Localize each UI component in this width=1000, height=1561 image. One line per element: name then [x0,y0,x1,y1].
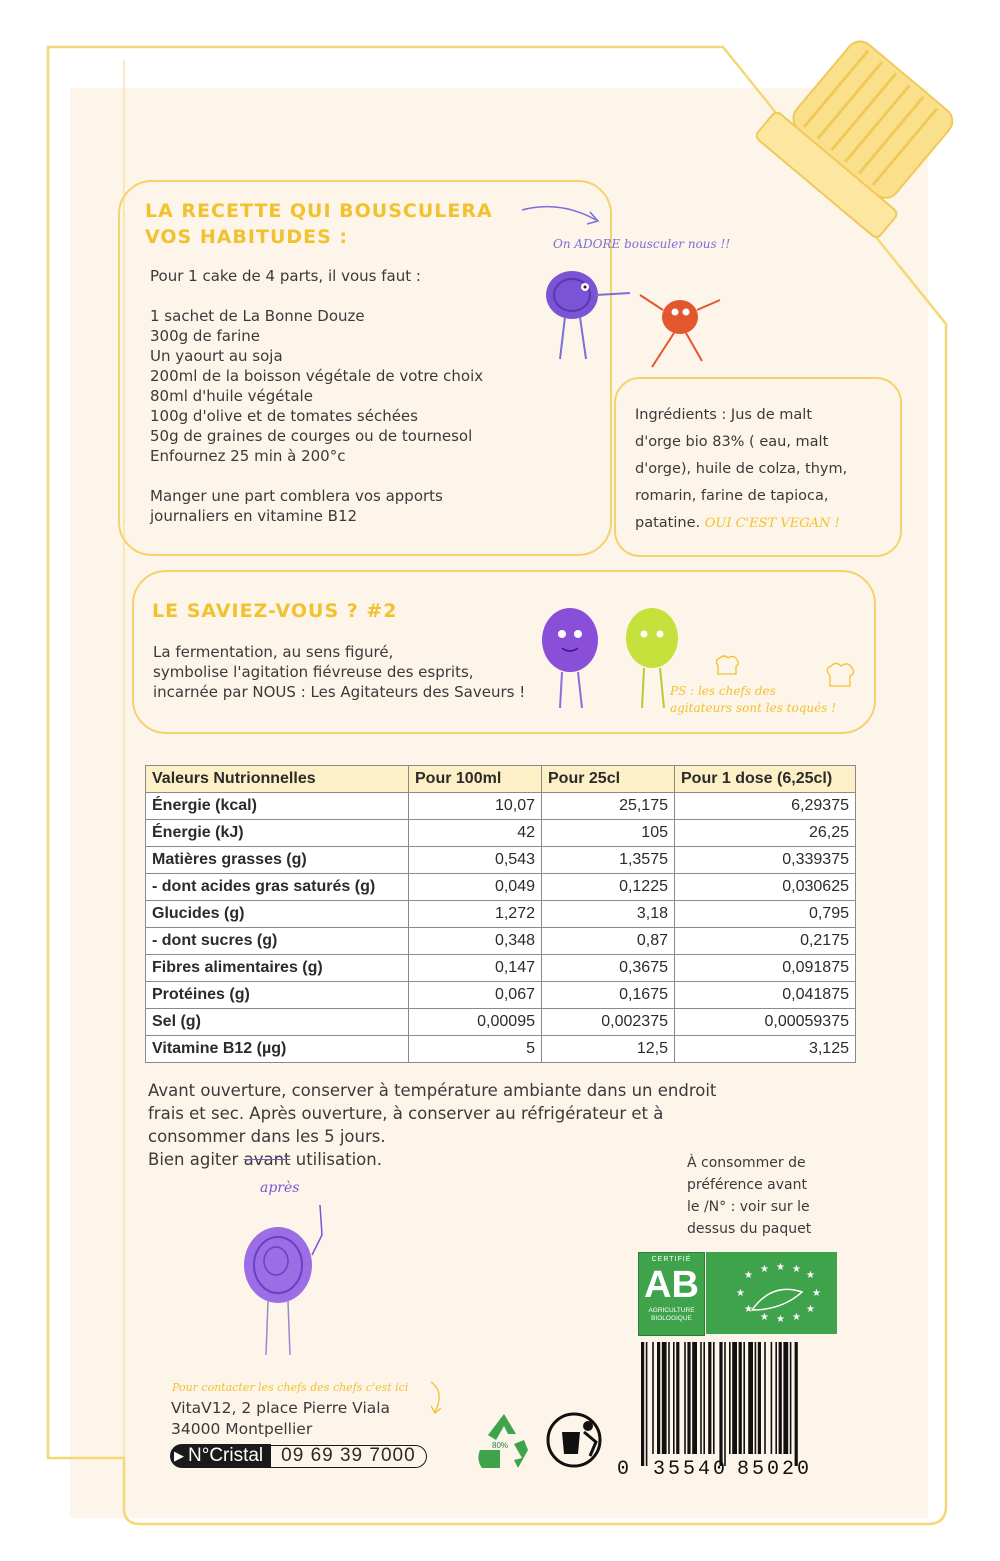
curved-arrow-icon [425,1380,449,1416]
barcode-bar [771,1342,773,1454]
ps-line-2: agitateurs sont les toqués ! [670,701,837,715]
nutrient-value: 26,25 [675,820,856,847]
barcode-digit-group: 0 [617,1458,630,1481]
barcode-digit-group: 35540 [653,1458,729,1481]
barcode-bar [724,1342,726,1466]
recipe-ingredient: 80ml d'huile végétale [150,387,313,405]
table-row [146,1036,856,1063]
barcode-bar [732,1342,737,1454]
ps-line-1: PS : les chefs des [670,684,776,698]
ab-line-2: BIOLOGIQUE [651,1315,692,1322]
ingredients-line: romarin, farine de tapioca, [635,488,829,504]
arrow-icon [520,196,620,236]
storage-line: frais et sec. Après ouverture, à conserver au réfrigérateur et à [148,1104,664,1123]
svg-text:★: ★ [812,1288,821,1299]
nutrient-value: 3,18 [542,901,675,928]
table-row [146,874,856,901]
contact-note: Pour contacter les chefs des chefs c'est ici [172,1381,409,1394]
svg-text:★: ★ [736,1288,745,1299]
barcode-bar [795,1342,798,1466]
recipe-title-line-1: LA RECETTE QUI BOUSCULERA [145,200,493,222]
nutrient-value: 0,002375 [542,1009,675,1036]
barcode-bar [692,1342,697,1454]
nutrient-value: 6,29375 [675,793,856,820]
recipe-ingredient: 50g de graines de courges ou de tournesol [150,427,473,445]
barcode-bar [652,1342,654,1454]
did-you-know-title: LE SAVIEZ-VOUS ? #2 [152,600,398,622]
nutrient-label: - dont sucres (g) [146,928,409,955]
ingredients-text [635,402,847,537]
nutrient-value: 0,147 [409,955,542,982]
barcode-bar [764,1342,766,1454]
ps-note [670,683,836,717]
did-you-know-text [153,642,525,702]
nutrient-label: Glucides (g) [146,901,409,928]
bottle-cap [740,20,980,250]
storage-line: consommer dans les 5 jours. [148,1127,386,1146]
recipe-footer [150,486,443,526]
svg-text:★: ★ [792,1312,801,1323]
storage-text [148,1079,716,1171]
struck-word: avant [243,1150,291,1169]
table-row [146,928,856,955]
nutrient-label: Protéines (g) [146,982,409,1009]
nutrition-header-row [146,766,856,793]
recycle-icon [472,1410,536,1472]
recipe-title [145,198,493,250]
barcode-bar [783,1342,788,1454]
triman-icon [544,1408,608,1472]
nutrient-value: 1,3575 [542,847,675,874]
nutrient-value: 0,348 [409,928,542,955]
recipe-ingredients-list [150,306,483,466]
best-before-text [687,1152,811,1240]
svg-text:★: ★ [760,1312,769,1323]
ingredients-line: d'orge), huile de colza, thym, [635,461,848,477]
table-row [146,847,856,874]
nutrition-header: Valeurs Nutrionnelles [146,766,409,793]
nutrient-value: 0,00095 [409,1009,542,1036]
svg-text:★: ★ [744,1304,753,1315]
address-line: VitaV12, 2 place Pierre Viala [171,1399,391,1417]
recipe-ingredient: 300g de farine [150,327,260,345]
barcode-bar [729,1342,731,1454]
eu-organic-leaf-logo [706,1252,837,1334]
recipe-footer-line-1: Manger une part comblera vos apports [150,487,443,505]
barcode-bar [758,1342,761,1454]
best-before-line: préférence avant [687,1177,807,1193]
nutrient-value: 10,07 [409,793,542,820]
storage-fragment: utilisation. [290,1150,382,1169]
barcode [615,1342,840,1482]
table-row [146,1009,856,1036]
storage-line [148,1148,716,1171]
nutrient-value: 0,339375 [675,847,856,874]
recipe-intro: Pour 1 cake de 4 parts, il vous faut : [150,267,421,285]
barcode-bar [662,1342,667,1454]
table-row [146,955,856,982]
recipe-title-line-2: VOS HABITUDES : [145,226,349,248]
play-icon: ▶ [174,1448,184,1463]
nutrient-value: 5 [409,1036,542,1063]
doodle-characters-icon [530,255,730,375]
contact-address [171,1398,390,1440]
nutrient-value: 3,125 [675,1036,856,1063]
nutrient-value: 0,543 [409,847,542,874]
nutrient-value: 105 [542,820,675,847]
nutrition-header: Pour 100ml [409,766,542,793]
cristal-tag [170,1444,271,1468]
recipe-ingredient: Enfournez 25 min à 200°c [150,447,346,465]
storage-fragment: Bien agiter [148,1150,244,1169]
recipe-ingredient: 1 sachet de La Bonne Douze [150,307,365,325]
best-before-line: le /N° : voir sur le [687,1199,810,1215]
nutrition-header: Pour 25cl [542,766,675,793]
barcode-bar [673,1342,675,1454]
nutrient-value: 0,1225 [542,874,675,901]
nutrient-label: Sel (g) [146,1009,409,1036]
cristal-label: N°Cristal [188,1445,264,1466]
barcode-bar [719,1342,722,1466]
ingredients-last-line [635,510,847,537]
nutrient-label: Vitamine B12 (µg) [146,1036,409,1063]
vegan-note: OUI C'EST VEGAN ! [704,516,840,531]
barcode-bar [641,1342,644,1466]
ab-letters: AB [644,1264,699,1306]
barcode-bar [646,1342,648,1466]
nutrient-value: 25,175 [542,793,675,820]
svg-text:★: ★ [806,1270,815,1281]
nutrient-label: Matières grasses (g) [146,847,409,874]
nutrient-label: - dont acides gras saturés (g) [146,874,409,901]
nutrient-label: Énergie (kcal) [146,793,409,820]
barcode-bar [676,1342,679,1454]
table-row [146,901,856,928]
cristal-phone-badge [170,1443,427,1469]
phone-number: 09 69 39 7000 [271,1445,427,1468]
svg-text:★: ★ [776,1262,785,1273]
svg-text:★: ★ [744,1270,753,1281]
svg-text:★: ★ [776,1314,785,1325]
svg-text:★: ★ [792,1264,801,1275]
chef-hat-icon [712,654,742,678]
barcode-digit-group: 85020 [737,1458,813,1481]
barcode-bar [748,1342,753,1454]
correction-note: après [260,1180,300,1196]
storage-line: Avant ouverture, conserver à température ambiante dans un endroit [148,1081,717,1100]
nutrient-value: 42 [409,820,542,847]
recipe-footer-line-2: journaliers en vitamine B12 [150,507,358,525]
did-you-know-line: symbolise l'agitation fiévreuse des esprits, [153,663,474,681]
nutrient-value: 0,091875 [675,955,856,982]
nutrition-header: Pour 1 dose (6,25cl) [675,766,856,793]
nutrient-value: 0,2175 [675,928,856,955]
best-before-line: À consommer de [687,1155,806,1171]
ingredients-line: Ingrédients : Jus de malt [635,407,813,423]
barcode-bar [713,1342,715,1454]
barcode-bar [708,1342,711,1454]
nutrient-value: 0,1675 [542,982,675,1009]
ab-organic-logo [638,1252,705,1336]
table-row [146,982,856,1009]
nutrient-value: 0,041875 [675,982,856,1009]
recycle-percent: 80% [492,1441,509,1450]
nutrient-value: 12,5 [542,1036,675,1063]
barcode-bar [775,1342,777,1454]
nutrition-table [145,765,856,1063]
barcode-bar [779,1342,782,1454]
table-row [146,820,856,847]
nutrient-value: 0,067 [409,982,542,1009]
nutrient-value: 0,00059375 [675,1009,856,1036]
address-line: 34000 Montpellier [171,1420,313,1438]
barcode-bar [743,1342,745,1454]
did-you-know-line: incarnée par NOUS : Les Agitateurs des Saveurs ! [153,683,526,701]
table-row [146,793,856,820]
recipe-ingredient: 100g d'olive et de tomates séchées [150,407,418,425]
chef-hat-icon [822,660,858,690]
nutrient-value: 0,87 [542,928,675,955]
did-you-know-line: La fermentation, au sens figuré, [153,643,394,661]
svg-text:★: ★ [760,1264,769,1275]
nutrient-label: Énergie (kJ) [146,820,409,847]
ingredients-line: d'orge bio 83% ( eau, malt [635,434,829,450]
barcode-bar [790,1342,792,1454]
ab-line-1: AGRICULTURE [648,1307,695,1314]
nutrient-value: 0,795 [675,901,856,928]
barcode-bar [687,1342,690,1454]
nutrient-value: 1,272 [409,901,542,928]
recipe-ingredient: 200ml de la boisson végétale de votre choix [150,367,484,385]
barcode-bar [684,1342,686,1454]
recipe-ingredient: Un yaourt au soja [150,347,283,365]
barcode-bar [703,1342,705,1454]
barcode-bar [700,1342,702,1454]
nutrient-value: 0,030625 [675,874,856,901]
ab-certifie-text: CERTIFIÉ [651,1256,692,1263]
scribble-character-icon [232,1195,332,1360]
barcode-bar [739,1342,742,1454]
nutrient-value: 0,3675 [542,955,675,982]
barcode-bar [755,1342,757,1454]
nutrient-value: 0,049 [409,874,542,901]
svg-text:★: ★ [806,1304,815,1315]
best-before-line: dessus du paquet [687,1221,812,1237]
doodle-note: On ADORE bousculer nous !! [553,237,731,251]
barcode-bar [668,1342,670,1454]
barcode-bar [657,1342,660,1454]
nutrient-label: Fibres alimentaires (g) [146,955,409,982]
ingredients-line: patatine. [635,515,701,531]
